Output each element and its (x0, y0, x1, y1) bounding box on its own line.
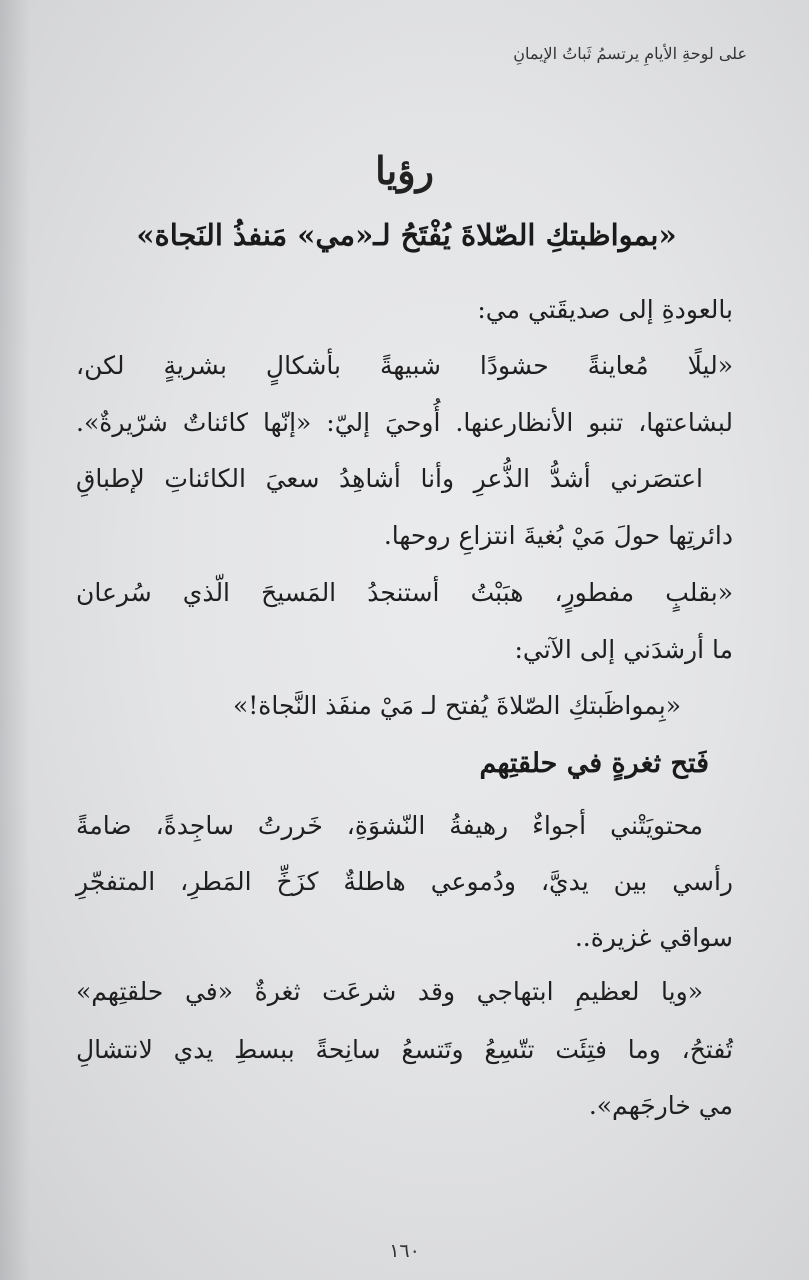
body-line: لبشاعتها، تنبو الأنظارعنها. أُوحيَ إليّ: «إنّها كائناتٌ شرّيرةٌ». (76, 408, 733, 437)
running-header: على لوحةِ الأيامِ يرتسمُ ثَباتُ الإيمانِ (513, 44, 747, 63)
section-line: مي خارجَهم». (588, 1091, 733, 1120)
chapter-title: رؤيا (375, 148, 434, 193)
body-line: «ليلًا مُعاينةً حشودًا شبيهةً بأشكالٍ بشريةٍ لكن، (76, 351, 733, 380)
body-line: «بِمواظَبتكِ الصّلاةَ يُفتح لـ مَيْ منفَذ النَّجاة!» (232, 691, 681, 720)
body-line: اعتصَرني أشدُّ الذُّعرِ وأنا أشاهِدُ سعيَ الكائناتِ لإطباقِ (76, 464, 703, 493)
chapter-subtitle: «بمواظبتكِ الصّلاةَ يُفْتَحُ لـ«مي» مَنفذُ النَجاة» (136, 218, 677, 252)
body-line: ما أرشدَني إلى الآتي: (514, 635, 733, 664)
section-line: سواقي غزيرة.. (574, 923, 733, 952)
section-line: رأسي بين يديَّ، ودُموعي هاطلةٌ كزَخِّ المَطرِ، المتفجّرِ (76, 867, 733, 896)
section-line: «ويا لعظيمِ ابتهاجي وقد شرعَت ثغرةٌ «في حلقتِهم» (76, 977, 703, 1006)
section-line: تُفتحُ، وما فتِئَت تتّسِعُ وتَتسعُ سانِحةً ببسطِ يدي لانتشالِ (76, 1035, 733, 1064)
body-line: دائرتِها حولَ مَيْ بُغيةَ انتزاعِ روحها. (383, 521, 733, 550)
page-number: ١٦٠ (389, 1240, 420, 1262)
body-line: بالعودةِ إلى صديقَتي مي: (477, 295, 733, 324)
section-line: محتويَتْني أجواءٌ رهيفةُ النّشوَةِ، خَررتُ ساجِدةً، ضامةً (76, 811, 703, 840)
section-heading: فَتح ثغرةٍ في حلقتِهم (479, 748, 709, 779)
body-line: «بقلبٍ مفطورٍ، هبَبْتُ أستنجدُ المَسيحَ الّذي سُرعان (76, 578, 733, 607)
